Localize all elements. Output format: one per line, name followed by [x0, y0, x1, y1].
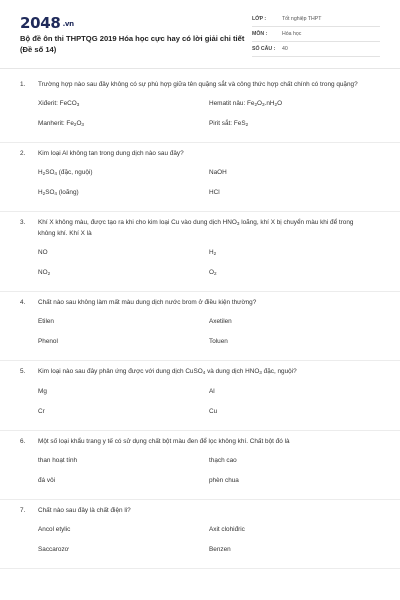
answer-option[interactable]: Hematit nâu: $Fe_2O_3.nH_2O$	[209, 100, 283, 107]
answer-option[interactable]: Pirit sắt: FeS$_2$	[209, 120, 249, 127]
question-text: Chất nào sau đây là chất điện li?	[38, 507, 131, 514]
answer-option[interactable]: $NO_2$	[38, 269, 51, 276]
answer-option[interactable]: Mg	[38, 388, 47, 395]
question-text: Kim loại Al không tan trong dung dịch nào sau đây?	[38, 150, 184, 157]
answer-options	[20, 378, 380, 430]
question-header	[20, 218, 380, 239]
answer-option[interactable]: NaOH	[209, 169, 227, 176]
site-logo[interactable]	[20, 14, 74, 32]
question-text: Một số loại khẩu trang y tế có sử dụng chất bột màu đen để lọc không khí. Chất bột đó là	[38, 438, 290, 445]
meta-row-subject	[252, 27, 380, 42]
answer-option[interactable]: Al	[209, 388, 215, 395]
meta-row-question-count	[252, 42, 380, 57]
question-header	[20, 80, 380, 90]
answer-option[interactable]: $H_2SO_4$ (đặc, nguội)	[38, 169, 93, 176]
answer-options	[20, 516, 380, 568]
question-header	[20, 367, 380, 378]
header-divider	[0, 68, 400, 69]
meta-label: MÔN :	[252, 31, 268, 37]
answer-option[interactable]: Cu	[209, 408, 218, 415]
question-item	[0, 361, 400, 431]
question-header	[20, 437, 380, 447]
answer-option[interactable]: Phenol	[38, 338, 58, 345]
question-item	[0, 212, 400, 292]
question-number: 1.	[20, 81, 26, 88]
answer-option[interactable]: $H_2SO_4$ (loãng)	[38, 189, 79, 196]
answer-option[interactable]: đá vôi	[38, 477, 56, 484]
question-item	[0, 74, 400, 143]
question-number: 3.	[20, 219, 26, 226]
answer-option[interactable]: than hoạt tính	[38, 457, 78, 464]
answer-option[interactable]: Cr	[38, 408, 45, 415]
question-item	[0, 500, 400, 569]
answer-options	[20, 447, 380, 499]
answer-options	[20, 159, 380, 211]
question-header	[20, 149, 380, 159]
answer-option[interactable]: HCl	[209, 189, 220, 196]
answer-option[interactable]: phèn chua	[209, 477, 239, 484]
meta-value: Tốt nghiệp THPT	[282, 16, 322, 22]
question-item	[0, 431, 400, 500]
logo-text: 2048	[20, 14, 61, 32]
answer-options	[20, 308, 380, 360]
answer-option[interactable]: Axetilen	[209, 318, 232, 325]
question-item	[0, 292, 400, 361]
answer-option[interactable]: Toluen	[209, 338, 228, 345]
answer-option[interactable]: Axit clohiđric	[209, 526, 245, 533]
answer-option[interactable]: thạch cao	[209, 457, 237, 464]
answer-option[interactable]: $H_2$	[209, 249, 217, 256]
logo-suffix: .vn	[62, 19, 74, 28]
answer-option[interactable]: Xiđerit: FeCO$_3$	[38, 100, 80, 107]
answer-option[interactable]: NO	[38, 249, 48, 256]
question-item	[0, 143, 400, 212]
answer-options	[20, 90, 380, 142]
question-list	[0, 74, 400, 569]
question-text: Khí X không màu, được tạo ra khi cho kim loại Cu vào dung dịch $HNO_3$ loãng, khí X bị chuyển màu khi để trong không khí. Khí X là	[38, 219, 354, 237]
answer-option[interactable]: Manherit: $Fe_2O_3$	[38, 120, 84, 127]
question-number: 4.	[20, 299, 26, 306]
question-text: Kim loại nào sau đây phản ứng được với dung dịch CuSO$_4$ và dung dịch $HNO_3$ đặc, nguội?	[38, 368, 297, 375]
question-text: Trường hợp nào sau đây không có sự phù hợp giữa tên quặng sắt và công thức hợp chất chính có trong quặng?	[38, 81, 358, 88]
meta-value: 40	[282, 46, 288, 52]
answer-option[interactable]: Ancol etylic	[38, 526, 71, 533]
question-header	[20, 298, 380, 308]
answer-option[interactable]: Benzen	[209, 546, 231, 553]
answer-option[interactable]: $O_2$	[209, 269, 217, 276]
meta-label: SỐ CÂU :	[252, 46, 276, 52]
answer-option[interactable]: Etilen	[38, 318, 54, 325]
page-title: Bộ đề ôn thi THPTQG 2019 Hóa học cực hay có lời giải chi tiết (Đề số 14)	[20, 34, 245, 54]
meta-value: Hóa học	[282, 31, 302, 37]
meta-label: LỚP :	[252, 16, 267, 22]
question-text: Chất nào sau không làm mất màu dung dịch nước brom ở điều kiện thường?	[38, 299, 257, 306]
exam-meta-table	[252, 12, 380, 57]
answer-option[interactable]: Saccarozơ	[38, 546, 69, 553]
question-number: 7.	[20, 507, 26, 514]
question-number: 6.	[20, 438, 26, 445]
question-header	[20, 506, 380, 516]
question-number: 5.	[20, 368, 26, 375]
meta-row-class	[252, 12, 380, 27]
answer-options	[20, 239, 380, 291]
document-header	[0, 0, 400, 66]
question-number: 2.	[20, 150, 26, 157]
